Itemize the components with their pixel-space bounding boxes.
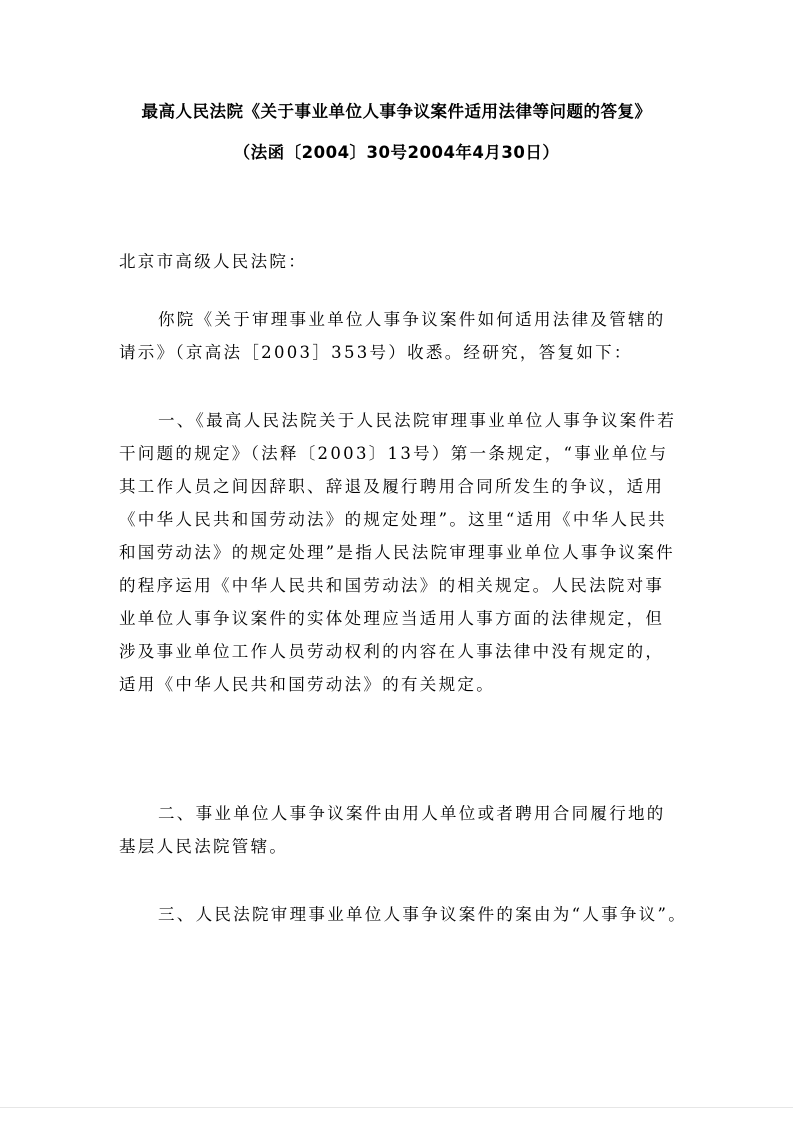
paragraph-item-1: 一、《最高人民法院关于人民法院审理事业单位人事争议案件若干问题的规定》（法释〔2003〕13号）第一条规定，“事业单位与其工作人员之间因辞职、辞退及履行聘用合同所发生的争议，适用《中华人民共和国劳动法》的规定处理”。这里“适用《中华人民共和国劳动法》的规定处理”是指人民法院审理事业单位人事争议案件的程序运用《中华人民共和国劳动法》的相关规定。人民法院对事业单位人事争议案件的实体处理应当适用人事方面的法律规定，但涉及事业单位工作人员劳动权利的内容在人事法律中没有规定的，适用《中华人民共和国劳动法》的有关规定。 (119, 411, 677, 694)
paragraph-item-3: 三、人民法院审理事业单位人事争议案件的案由为“人事争议”。 (158, 905, 688, 924)
document-subtitle: （法函〔2004〕30号2004年4月30日） (233, 143, 560, 162)
paragraph-intro: 你院《关于审理事业单位人事争议案件如何适用法律及管辖的请示》（京高法［2003］353号）收悉。经研究，答复如下： (119, 310, 666, 362)
addressee: 北京市高级人民法院： (119, 252, 307, 271)
paragraph-item-2: 二、事业单位人事争议案件由用人单位或者聘用合同履行地的基层人民法院管辖。 (119, 804, 666, 856)
document-title: 最高人民法院《关于事业单位人事争议案件适用法律等问题的答复》 (141, 102, 652, 121)
page-bottom-divider (0, 1107, 793, 1108)
